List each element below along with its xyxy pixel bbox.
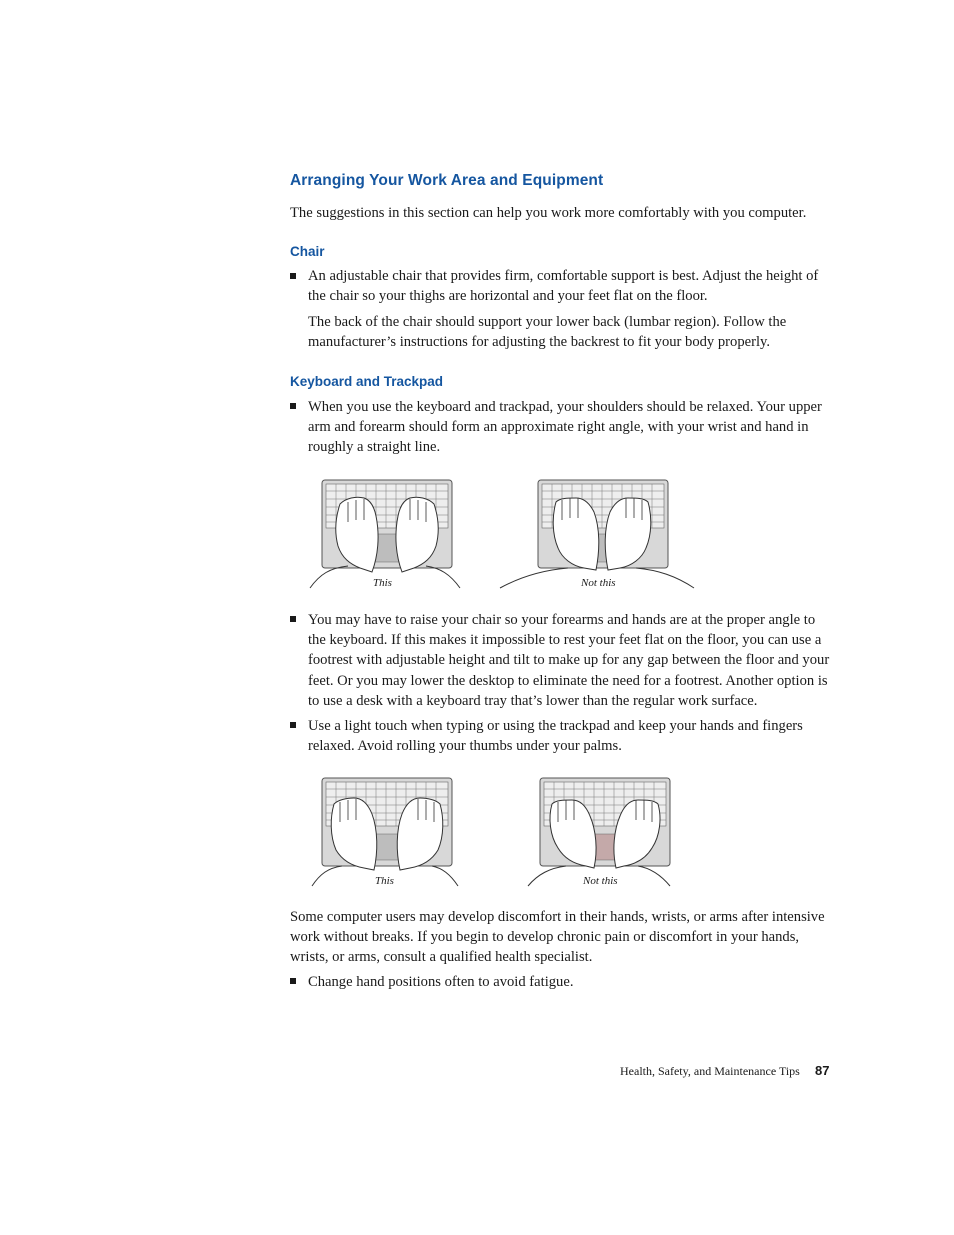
incorrect-posture-keyboard <box>500 480 694 588</box>
page-number: 87 <box>815 1063 830 1078</box>
intro-paragraph: The suggestions in this section can help you work more comfortably with you computer. <box>290 205 807 221</box>
bullet-marker <box>290 615 298 623</box>
discomfort-paragraph: Some computer users may develop discomfort in their hands, wrists, or arms after intensive work without breaks. If you begin to develop chronic pain or discomfort in your hands, wrists, or arms, consult a qualified health specialist. <box>290 909 825 966</box>
incorrect-hand-keyboard <box>528 778 670 886</box>
bullet-marker <box>290 977 298 985</box>
chair-heading: Chair <box>290 244 325 259</box>
figure-1-caption-incorrect: Not this <box>581 577 616 589</box>
chair-backrest-paragraph: The back of the chair should support your lower back (lumbar region). Follow the manufacturer’s instructions for adjusting the backrest to fit your body properly. <box>308 314 787 351</box>
light-touch-bullet-paragraph: Use a light touch when typing or using the trackpad and keep your hands and fingers relaxed. Avoid rolling your thumbs under your palms. <box>308 718 803 755</box>
bullet-marker <box>290 402 298 410</box>
chair-height-bullet-paragraph: You may have to raise your chair so your forearms and hands are at the proper angle to the keyboard. If this makes it impossible to rest your feet flat on the floor, you can use a footrest with adjustable height and tilt to make up for any gap between the floor and your feet. Or you may lower the desktop to eliminate the need for a footrest. Another option is to use a desk with a keyboard tray that’s lower than the regular work surface. <box>308 612 830 709</box>
figure-2-caption-incorrect: Not this <box>583 875 618 887</box>
figure-2-caption-correct: This <box>375 875 394 887</box>
footer-section-title: Health, Safety, and Maintenance Tips <box>620 1064 800 1078</box>
keyboard-heading: Keyboard and Trackpad <box>290 374 444 389</box>
hand-positions-bullet-paragraph: Change hand positions often to avoid fatigue. <box>308 974 574 990</box>
section-heading: Arranging Your Work Area and Equipment <box>290 172 604 189</box>
chair-bullet-paragraph: An adjustable chair that provides firm, comfortable support is best. Adjust the height of the chair so your thighs are horizontal and your feet flat on the floor. <box>308 268 819 305</box>
posture-figure-2 <box>300 774 720 892</box>
keyboard-bullet-paragraph: When you use the keyboard and trackpad, your shoulders should be relaxed. Your upper arm and forearm should form an approximate right angle, with your wrist and hand in roughly a straight line. <box>308 399 822 456</box>
figure-1-caption-correct: This <box>373 577 392 589</box>
keyboard-hands-illustration <box>300 774 720 892</box>
keyboard-hands-illustration <box>300 476 720 594</box>
posture-figure-1 <box>300 476 720 594</box>
bullet-marker <box>290 721 298 729</box>
bullet-marker <box>290 272 298 280</box>
correct-hand-keyboard <box>312 778 458 886</box>
correct-posture-keyboard <box>310 480 460 588</box>
